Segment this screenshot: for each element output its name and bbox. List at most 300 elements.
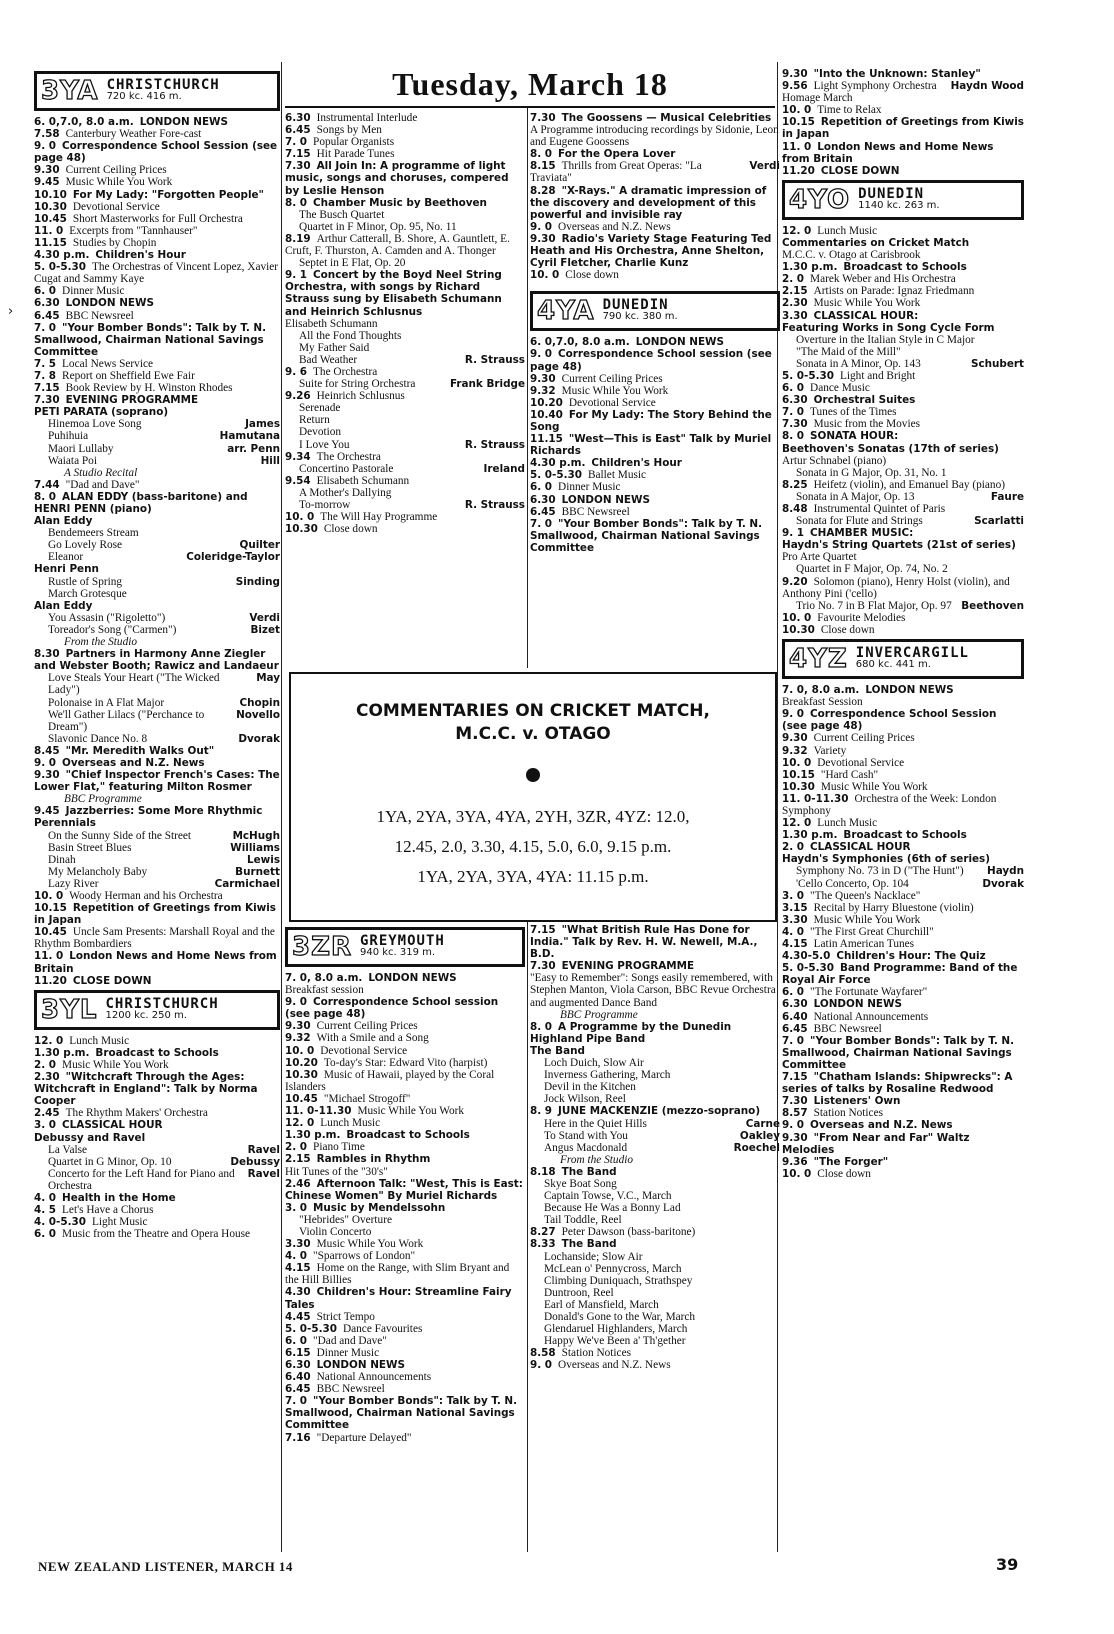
programme-entry	[285, 1020, 525, 1032]
programme-entry	[285, 511, 525, 523]
programme-title: Dinner Music	[62, 285, 125, 298]
programme-entry	[530, 924, 780, 960]
composer: Sinding	[235, 575, 280, 588]
programme-title: Love Steals Your Heart ("The Wicked Lady")	[48, 672, 220, 697]
programme-entry	[34, 382, 280, 394]
programme-time: 7.30	[285, 160, 311, 173]
programme-entry	[34, 854, 280, 866]
programme-title: The Orchestra	[313, 365, 378, 378]
programme-entry	[530, 1045, 780, 1057]
composer: Hill	[260, 454, 280, 467]
programme-time: 7.58	[34, 128, 60, 141]
programme-title: Puhihuia	[48, 430, 89, 443]
composer: R. Strauss	[464, 438, 525, 451]
programme-time: 9.20	[782, 575, 808, 588]
programme-time: 9.56	[782, 80, 808, 93]
programme-title: Repetition of Greetings from Kiwis in Japan	[34, 902, 276, 927]
programme-title: "The Queen's Nacklace"	[810, 889, 921, 902]
programme-title: Quartet in F Major, Op. 74, No. 2	[796, 563, 948, 576]
programme-time: 6.15	[285, 1346, 311, 1359]
programme-title: Listeners' Own	[813, 1095, 901, 1108]
composer: Ravel	[247, 1167, 280, 1180]
station-frequency: 940 kc. 319 m.	[359, 947, 436, 958]
programme-entry	[285, 523, 525, 535]
programme-entry	[34, 709, 280, 733]
programme-entry	[782, 370, 1024, 382]
station-banner-4yz	[782, 639, 1024, 679]
programme-entry	[782, 322, 1024, 334]
programme-entry	[782, 769, 1024, 781]
programme-title: Partners in Harmony Anne Ziegler and Webster Booth; Rawicz and Landaeur	[34, 648, 279, 673]
programme-title: Dance Music	[810, 382, 870, 395]
programme-time: 8.30	[34, 648, 60, 661]
programme-time: 9. 1	[285, 269, 308, 282]
programme-title: Broadcast to Schools	[843, 829, 967, 842]
programme-entry	[530, 221, 780, 233]
column-divider	[527, 922, 528, 1552]
programme-title: Solomon (piano), Henry Holst (violin), and Anthony Pini ('cello)	[782, 575, 1010, 600]
programme-entry	[285, 1359, 525, 1371]
programme-entry	[530, 1154, 780, 1166]
programme-title: National Announcements	[316, 1371, 432, 1384]
programme-entry	[530, 1226, 780, 1238]
programme-entry	[530, 112, 780, 124]
programme-entry	[530, 1009, 780, 1021]
programme-entry	[782, 382, 1024, 394]
programme-entry	[34, 189, 280, 201]
column-3	[530, 112, 780, 554]
programme-title: "X-Rays." A dramatic impression of the discovery and development of this powerful and invisible ray	[530, 184, 767, 221]
programme-time: 7. 0	[782, 1034, 805, 1047]
programme-title: Band Programme: Band of the Royal Air Force	[782, 962, 1018, 987]
programme-entry	[285, 463, 525, 475]
programme-entry	[285, 414, 525, 426]
programme-title: EVENING PROGRAMME	[65, 394, 199, 407]
programme-time: 10.15	[34, 902, 67, 915]
programme-entry	[530, 1359, 780, 1371]
programme-title: Septet in E Flat, Op. 20	[299, 257, 406, 270]
programme-entry	[530, 1069, 780, 1081]
programme-time: 7.16	[285, 1431, 311, 1444]
programme-title: "Your Bomber Bonds": Talk by T. N. Smallwood, Chairman National Savings Committee	[782, 1034, 1015, 1071]
programme-entry	[34, 975, 280, 987]
programme-title: Variety	[813, 744, 847, 757]
programme-entry	[782, 865, 1024, 877]
programme-time: 11. 0	[34, 224, 64, 237]
programme-time: 6.40	[285, 1371, 311, 1384]
programme-time: 1.30 p.m.	[782, 261, 838, 274]
station-frequency: 1200 kc. 250 m.	[105, 1009, 187, 1021]
programme-entry	[530, 481, 780, 493]
programme-title: Thrills from Great Operas: "La Traviata"	[530, 160, 702, 185]
composer: Verdi	[249, 611, 280, 624]
programme-time: 6. 0,7.0, 8.0 a.m.	[34, 116, 134, 128]
programme-time: 8.58	[530, 1347, 556, 1360]
programme-entry	[34, 902, 280, 926]
programme-title: Inverness Gathering, March	[544, 1069, 671, 1082]
programme-title: Concert by the Boyd Neel String Orchestra, with songs by Richard Strauss sung by Elisabeth Schumann and Heinrich Schlusnus	[285, 269, 502, 318]
programme-time: 12. 0	[285, 1117, 315, 1130]
programme-entry	[530, 1178, 780, 1190]
programme-list-4ya-evening	[530, 924, 780, 1371]
programme-title: "Your Bomber Bonds": Talk by T. N. Smallwood, Chairman National Savings Committee	[34, 321, 267, 358]
programme-time: 7. 8	[34, 369, 57, 382]
programme-title: The Goossens — Musical Celebrities	[561, 112, 772, 124]
cricket-times-line: 12.45, 2.0, 3.30, 4.15, 5.0, 6.0, 9.15 p.m.	[394, 837, 672, 856]
programme-time: 4.30 p.m.	[530, 457, 586, 470]
programme-title: London News and Home News from Britain	[34, 950, 277, 975]
programme-time: 2.15	[285, 1153, 311, 1166]
programme-entry	[530, 1190, 780, 1202]
programme-time: 7. 0	[530, 517, 553, 530]
programme-title: All the Fond Thoughts	[299, 329, 402, 342]
programme-entry	[782, 479, 1024, 491]
programme-entry	[782, 793, 1024, 817]
programme-title: Canterbury Weather Fore-cast	[65, 128, 202, 141]
station-info	[854, 183, 939, 217]
composer: R. Strauss	[464, 499, 525, 511]
programme-time: 4.30	[285, 1286, 311, 1299]
programme-entry	[530, 1335, 780, 1347]
programme-title: "From Near and Far" Waltz Melodies	[782, 1131, 970, 1156]
programme-title: A Programme by the Dunedin Highland Pipe Band	[530, 1020, 732, 1045]
programme-title: Close down	[565, 269, 619, 282]
programme-title: Glendaruel Highlanders, March	[544, 1323, 688, 1336]
programme-title: The Band	[561, 1165, 617, 1178]
programme-title: Concerto for the Left Hand for Piano and Orchestra	[48, 1167, 235, 1192]
programme-time: 2. 0	[34, 1058, 57, 1071]
programme-time: 2.15	[782, 285, 808, 298]
programme-entry	[34, 733, 280, 745]
composer: Schubert	[970, 357, 1024, 370]
programme-entry	[34, 624, 280, 636]
programme-entry	[285, 112, 525, 124]
programme-title: Excerpts from "Tannhauser"	[69, 224, 198, 237]
programme-entry	[530, 1214, 780, 1226]
programme-title: Report on Sheffield Ewe Fair	[62, 369, 195, 382]
cricket-commentary-box	[289, 672, 777, 922]
programme-title: Repetition of Greetings from Kiwis in Japan	[782, 116, 1024, 141]
programme-title: From the Studio	[560, 1153, 634, 1166]
programme-time: 8.33	[530, 1238, 556, 1251]
programme-time: 6.30	[782, 998, 808, 1011]
composer: Coleridge-Taylor	[186, 551, 280, 564]
composer: Haydn Wood	[950, 80, 1024, 93]
programme-title: Alan Eddy	[34, 599, 93, 612]
programme-title: BBC Programme	[560, 1008, 638, 1021]
programme-entry	[782, 745, 1024, 757]
programme-time: 10.20	[285, 1056, 318, 1069]
programme-time: 3. 0	[34, 1119, 57, 1132]
programme-title: Haydn's String Quartets (21st of series)	[782, 539, 1016, 552]
programme-title: Rambles in Rhythm	[316, 1153, 431, 1166]
composer: Scarlatti	[974, 515, 1024, 528]
programme-entry	[34, 443, 280, 455]
programme-title: 'Cello Concerto, Op. 104	[796, 877, 909, 890]
programme-entry	[530, 1299, 780, 1311]
programme-entry	[34, 588, 280, 600]
programme-title: The Busch Quartet	[299, 208, 385, 221]
programme-list-3yl	[34, 1035, 280, 1241]
programme-entry	[34, 140, 280, 164]
programme-time: 1.30 p.m.	[782, 829, 838, 842]
programme-entry	[782, 1119, 1024, 1131]
programme-entry	[285, 1395, 525, 1431]
programme-time: 9. 0	[285, 996, 308, 1009]
programme-time: 10. 0	[782, 611, 812, 624]
programme-title: Overseas and N.Z. News	[558, 220, 671, 233]
programme-time: 6. 0	[34, 285, 57, 298]
programme-title: Alan Eddy	[34, 515, 93, 528]
programme-title: Recital by Harry Bluestone (violin)	[813, 901, 974, 914]
programme-title: Jock Wilson, Reel	[544, 1093, 626, 1106]
programme-title: "Michael Strogoff"	[323, 1092, 411, 1105]
station-info	[356, 930, 445, 964]
programme-time: 9.30	[34, 164, 60, 177]
programme-time: 11.15	[530, 433, 563, 446]
programme-time: 9.26	[285, 390, 311, 403]
programme-title: CLOSE DOWN	[72, 974, 152, 987]
programme-time: 12. 0	[34, 1034, 64, 1047]
programme-entry	[782, 249, 1024, 261]
programme-title: "West—This is East" Talk by Muriel Richards	[530, 433, 772, 458]
programme-title: Music of Hawaii, played by the Coral Islanders	[285, 1068, 495, 1093]
programme-title: "Chief Inspector French's Cases: The Lower Flat," featuring Milton Rosmer	[34, 769, 280, 794]
programme-title: Because He Was a Bonny Lad	[544, 1202, 681, 1215]
programme-title: SONATA HOUR:	[810, 430, 899, 443]
programme-entry	[782, 1168, 1024, 1180]
programme-entry	[285, 451, 525, 463]
programme-entry	[285, 1202, 525, 1214]
programme-title: The Rhythm Makers' Orchestra	[65, 1107, 208, 1120]
programme-title: Elisabeth Schumann	[316, 474, 410, 487]
programme-entry	[530, 397, 780, 409]
column-2	[285, 112, 525, 535]
programme-time: 10.15	[782, 116, 815, 129]
programme-time: 5. 0-5.30	[782, 369, 834, 382]
programme-title: ALAN EDDY (bass-baritone) and	[62, 490, 248, 503]
composer: Ravel	[247, 1143, 280, 1156]
programme-entry	[285, 1311, 525, 1323]
programme-time: 4.30-5.0	[782, 950, 831, 963]
programme-entry	[34, 430, 280, 442]
programme-title: The Band	[530, 1044, 585, 1057]
programme-entry	[285, 342, 525, 354]
programme-title: Overseas and N.Z. News	[810, 1119, 953, 1132]
programme-entry	[782, 551, 1024, 563]
programme-entry	[285, 1335, 525, 1347]
programme-time: 10. 0	[530, 269, 560, 282]
programme-title: Latin American Tunes	[813, 938, 915, 950]
station-callsign: 4YA	[537, 296, 595, 327]
column-1	[34, 68, 280, 1240]
station-banner-4yo	[782, 180, 1024, 220]
programme-entry	[285, 402, 525, 414]
programme-title: Light Music	[91, 1216, 148, 1229]
programme-time: 1.30 p.m.	[285, 1129, 341, 1142]
programme-entry	[34, 1204, 280, 1216]
programme-entry	[34, 1156, 280, 1168]
programme-time: 9. 0	[782, 1119, 805, 1132]
composer: Debussy	[230, 1155, 280, 1168]
programme-entry	[530, 185, 780, 221]
programme-time: 8.18	[530, 1165, 556, 1178]
programme-entry	[782, 1035, 1024, 1071]
programme-title: "Your Bomber Bonds": Talk by T. N. Smallwood, Chairman National Savings Committee	[285, 1395, 518, 1432]
programme-list-3zr	[285, 972, 525, 1444]
programme-entry	[34, 1119, 280, 1131]
programme-entry	[285, 136, 525, 148]
programme-title: The Orchestras of Vincent Lopez, Xavier Cugat and Sammy Kaye	[34, 261, 279, 286]
programme-time: 8. 0	[285, 196, 308, 209]
programme-time: 6.45	[782, 1022, 808, 1035]
programme-time: 2. 0	[285, 1141, 308, 1154]
programme-time: 10. 0	[34, 890, 64, 902]
programme-title: Broadcast to Schools	[843, 261, 967, 274]
programme-title: You Assasin ("Rigoletto")	[48, 611, 166, 624]
programme-title: A Programme introducing recordings by Sidonie, Leon and Eugene Goossens	[530, 124, 779, 149]
programme-time: 10.30	[782, 780, 815, 793]
programme-title: Violin Concerto	[299, 1225, 372, 1238]
programme-entry	[34, 467, 280, 479]
programme-time: 9.30	[34, 769, 60, 782]
programme-title: With a Smile and a Song	[316, 1032, 429, 1045]
station-info	[852, 642, 969, 676]
programme-title: We'll Gather Lilacs ("Perchance to Dream")	[48, 708, 205, 733]
programme-title: Broadcast to Schools	[346, 1129, 470, 1142]
programme-time: 11. 0	[34, 950, 64, 963]
programme-title: London News and Home News from Britain	[782, 140, 994, 165]
station-callsign: 3YA	[41, 76, 99, 106]
programme-time: 10.15	[782, 768, 815, 781]
programme-title: Current Ceiling Prices	[316, 1020, 418, 1033]
programme-title: Henri Penn	[34, 563, 99, 576]
programme-title: Current Ceiling Prices	[561, 372, 663, 385]
programme-title: Donald's Gone to the War, March	[544, 1311, 696, 1323]
programme-entry	[34, 890, 280, 902]
programme-entry	[782, 1095, 1024, 1107]
column-2-lower	[285, 924, 525, 1444]
programme-time: 2.30	[782, 297, 808, 310]
programme-entry	[34, 636, 280, 648]
programme-entry	[782, 600, 1024, 612]
programme-time: 9.45	[34, 805, 60, 818]
programme-entry	[34, 830, 280, 842]
programme-time: 9.34	[285, 450, 311, 463]
programme-time: 5. 0-5.30	[782, 962, 834, 975]
programme-entry	[782, 237, 1024, 249]
programme-time: 4. 0	[782, 925, 805, 938]
column-divider	[281, 62, 282, 1552]
programme-time: 9. 0	[34, 756, 57, 769]
programme-time: 5. 0-5.30	[34, 261, 86, 274]
column-3-lower	[530, 924, 780, 1371]
programme-list-4yz	[782, 684, 1024, 1180]
composer: Lewis	[246, 853, 280, 866]
programme-entry	[530, 1323, 780, 1335]
composer: Hamutana	[219, 430, 280, 443]
programme-entry	[285, 124, 525, 136]
programme-title: Serenade	[299, 402, 341, 415]
programme-time: 8.27	[530, 1226, 556, 1239]
programme-entry	[782, 297, 1024, 309]
programme-time: 9.32	[285, 1032, 311, 1045]
programme-entry	[530, 469, 780, 481]
programme-time: 9.30	[530, 372, 556, 385]
programme-entry	[34, 201, 280, 213]
programme-time: 10. 0	[285, 511, 315, 524]
programme-title: Light and Bright	[839, 369, 916, 382]
programme-title: LONDON NEWS	[139, 116, 228, 128]
programme-time: 9.32	[530, 384, 556, 397]
programme-entry	[782, 781, 1024, 793]
programme-title: Songs by Men	[316, 124, 382, 137]
programme-entry	[782, 757, 1024, 769]
programme-title: Polonaise in A Flat Major	[48, 696, 165, 709]
programme-entry	[285, 996, 525, 1020]
programme-time: 7.30	[34, 394, 60, 407]
programme-entry	[530, 972, 780, 1008]
footer-publication: NEW ZEALAND LISTENER, MARCH 14	[38, 1559, 293, 1574]
programme-time: 12. 0	[782, 224, 812, 237]
programme-entry	[782, 914, 1024, 926]
programme-entry	[34, 503, 280, 515]
programme-entry	[34, 769, 280, 793]
programme-entry	[34, 745, 280, 757]
programme-time: 3.30	[782, 913, 808, 926]
programme-entry	[285, 197, 525, 209]
programme-title: Orchestral Suites	[813, 394, 916, 407]
programme-time: 8.57	[782, 1107, 808, 1120]
programme-title: March Grotesque	[48, 587, 127, 600]
station-banner-4ya	[530, 291, 780, 331]
programme-title: Hit Parade Tunes	[316, 148, 395, 161]
programme-time: 9. 0	[530, 1359, 553, 1372]
programme-title: Music While You Work	[561, 384, 669, 397]
programme-entry	[285, 1323, 525, 1335]
programme-list-3ya	[34, 116, 280, 406]
programme-title: Climbing Duniquach, Strathspey	[544, 1274, 693, 1287]
programme-time: 10.45	[285, 1092, 318, 1105]
programme-entry	[782, 80, 1024, 104]
programme-entry	[34, 1071, 280, 1107]
programme-entry	[530, 1202, 780, 1214]
programme-entry	[782, 116, 1024, 140]
programme-entry	[34, 866, 280, 878]
programme-title: Overture in the Italian Style in C Major	[796, 333, 975, 346]
programme-title: Correspondence School Session (see page 48)	[34, 140, 278, 165]
programme-entry	[782, 986, 1024, 998]
composer: Quilter	[239, 539, 280, 552]
programme-title: Happy We've Been a' Th'gether	[544, 1335, 686, 1348]
programme-time: 6.30	[285, 1359, 311, 1371]
programme-entry	[285, 1057, 525, 1069]
programme-title: Breakfast session	[285, 984, 364, 997]
programme-title: McLean o' Pennycross, March	[544, 1262, 682, 1275]
programme-title: Jazzberries: Some More Rhythmic Perennials	[34, 805, 263, 830]
programme-time: 3.30	[285, 1238, 311, 1251]
programme-time: 11.20	[34, 974, 67, 987]
programme-title: Eleanor	[48, 551, 84, 564]
programme-time: 10. 0	[285, 1044, 315, 1057]
programme-entry	[34, 672, 280, 696]
programme-time: 9. 0	[782, 708, 805, 721]
programme-entry	[530, 1081, 780, 1093]
programme-entry	[34, 225, 280, 237]
programme-title: Featuring Works in Song Cycle Form	[782, 321, 995, 334]
composer: James	[245, 418, 280, 431]
cricket-times-line: 1YA, 2YA, 3YA, 4YA: 11.15 p.m.	[417, 867, 649, 886]
